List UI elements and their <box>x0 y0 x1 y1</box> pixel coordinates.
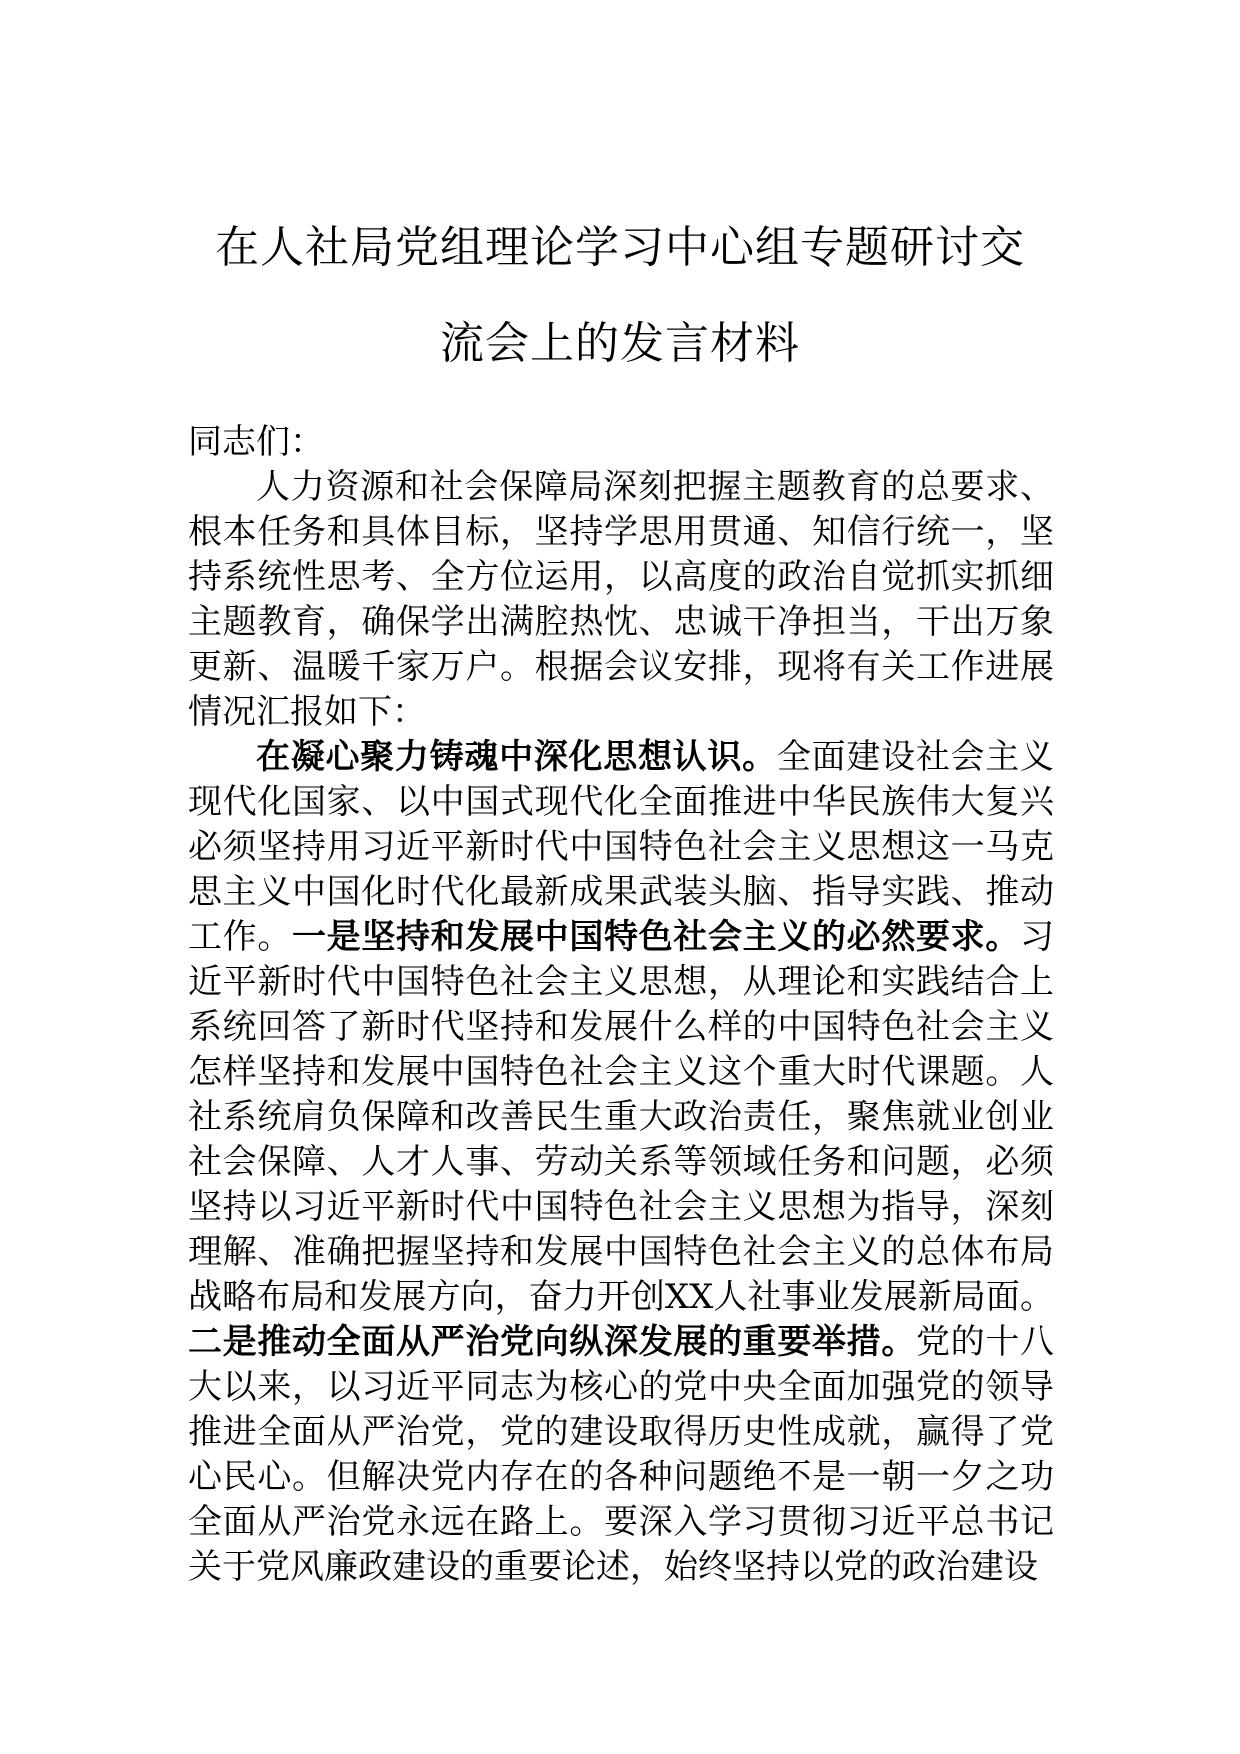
paragraph-intro: 人力资源和社会保障局深刻把握主题教育的总要求、根本任务和具体目标，坚持学思用贯通、知信行统一，坚持系统性思考、全方位运用，以高度的政治自觉抓实抓细主题教育，确保学出满腔热忱、忠诚干净担当，干出万象更新、温暖千家万户。根据会议安排，现将有关工作进展情况汇报如下： <box>188 467 1054 732</box>
point-text-1-end: 人社事业发展新局面。 <box>713 1277 1055 1317</box>
document-body <box>188 420 1054 1590</box>
paragraph-section-1 <box>188 735 1054 1590</box>
placeholder-text: XX <box>664 1277 714 1317</box>
title-line-1: 在人社局党组理论学习中心组专题研讨交 <box>215 222 1025 273</box>
document-title <box>190 200 1050 392</box>
point-text-2: 党的十八大以来，以习近平同志为核心的党中央全面加强党的领导推进全面从严治党，党的建设取得历史性成就，赢得了党心民心。但解决党内存在的各种问题绝不是一朝一夕之功全面从严治党永远在路上。要深入学习贯彻习近平总书记关于党风廉政建设的重要论述，始终坚持以党的政治建设 <box>188 1322 1054 1587</box>
title-line-2: 流会上的发言材料 <box>440 318 800 369</box>
point-text-1: 习近平新时代中国特色社会主义思想，从理论和实践结合上系统回答了新时代坚持和发展什么样的中国特色社会主义怎样坚持和发展中国特色社会主义这个重大时代课题。人社系统肩负保障和改善民生重大政治责任，聚焦就业创业社会保障、人才人事、劳动关系等领域任务和问题，必须坚持以习近平新时代中国特色社会主义思想为指导，深刻理解、准确把握坚持和发展中国特色社会主义的总体布局战略布局和发展方向，奋力开创 <box>188 917 1054 1317</box>
salutation: 同志们： <box>188 422 324 462</box>
section-heading: 在凝心聚力铸魂中深化思想认识。 <box>256 737 777 777</box>
point-heading-2: 二是推动全面从严治党向纵深发展的重要举措。 <box>188 1322 916 1362</box>
section-text: 全面建设社会主义现代化国家、以中国式现代化全面推进中华民族伟大复兴必须坚持用习近平新时代中国特色社会主义思想这一马克思主义中国化时代化最新成果武装头脑、指导实践、推动工作。 <box>188 737 1055 957</box>
point-heading-1: 一是坚持和发展中国特色社会主义的必然要求。 <box>292 917 1020 957</box>
